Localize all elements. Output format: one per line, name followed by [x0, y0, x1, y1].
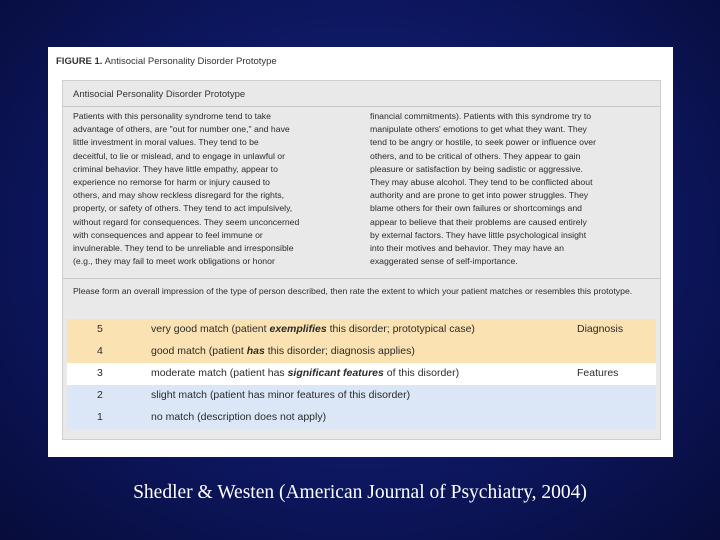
text-line: without regard for consequences. They seem unconcerned — [73, 216, 300, 227]
text-line: manipulate others' emotions to get what they want. They — [370, 124, 587, 135]
divider — [63, 106, 660, 107]
text-line: invulnerable. They tend to be unreliable and irresponsible — [73, 243, 294, 254]
text-line: others, and to be critical of others. They appear to gain — [370, 150, 581, 161]
text-line: They may abuse alcohol. They tend to be conflicted about — [370, 177, 593, 188]
prototype-panel — [62, 80, 661, 440]
text-line: pleasure or satisfaction by being sadistic or aggressive. — [370, 163, 583, 174]
rating-instructions: Please form an overall impression of the type of person described, then rate the extent to which your patient matches or resembles this prototype. — [73, 286, 633, 296]
text-line: tend to be angry or hostile, to seek power or influence over — [370, 137, 597, 148]
text-line: authority and are prone to get into power struggles. They — [370, 190, 589, 201]
rating-number: 2 — [97, 389, 103, 401]
rating-category: Diagnosis — [577, 323, 624, 335]
text-line: deceitful, to lie or mislead, and to engage in unlawful or — [73, 150, 286, 161]
rating-description: moderate match (patient has significant features of this disorder) — [151, 367, 460, 379]
text-line: criminal behavior. They have little empathy, appear to — [73, 163, 278, 174]
text-line: blame others for their own failures or shortcomings and — [370, 203, 582, 214]
divider — [63, 278, 660, 279]
text-line: property, or safety of others. They tend to act impulsively, — [73, 203, 293, 214]
rating-category: Features — [577, 367, 619, 379]
text-line: little investment in moral values. They tend to be — [73, 137, 259, 148]
rating-number: 4 — [97, 345, 103, 357]
figure-title-text: Antisocial Personality Disorder Prototype — [102, 56, 277, 67]
rating-description: no match (description does not apply) — [151, 411, 327, 423]
panel-heading: Antisocial Personality Disorder Prototype — [73, 89, 246, 100]
text-line: exaggerated sense of self-importance. — [370, 256, 518, 267]
figure-title — [56, 56, 277, 67]
text-line: Patients with this personality syndrome tend to take — [73, 111, 271, 121]
rating-description: slight match (patient has minor features of this disorder) — [151, 389, 411, 401]
text-line: by external factors. They have little psychological insight — [370, 229, 587, 240]
rating-row-3 — [67, 363, 656, 385]
description-right-column — [370, 110, 646, 268]
citation-caption: Shedler & Westen (American Journal of Psychiatry, 2004) — [133, 482, 587, 503]
text-line: experience no remorse for harm or injury caused to — [73, 177, 271, 188]
text-line: with consequences and appear to feel immune or — [73, 229, 263, 240]
rating-number: 5 — [97, 323, 103, 335]
text-line: financial commitments). Patients with this syndrome try to — [370, 111, 592, 121]
description-left-column — [73, 110, 349, 268]
rating-row-1 — [67, 407, 656, 429]
rating-row-2 — [67, 385, 656, 407]
text-line: advantage of others, are "out for number one," and have — [73, 124, 290, 135]
rating-row-5 — [67, 319, 656, 341]
rating-number: 1 — [97, 411, 103, 423]
figure-label: FIGURE 1. — [56, 56, 103, 67]
rating-description: very good match (patient exemplifies this disorder; prototypical case) — [151, 323, 475, 335]
rating-description: good match (patient has this disorder; diagnosis applies) — [151, 345, 415, 357]
text-line: into their motives and behavior. They may have an — [370, 243, 564, 254]
figure-card — [48, 47, 673, 457]
rating-number: 3 — [97, 367, 103, 379]
rating-scale — [67, 319, 656, 429]
text-line: others, and may show reckless disregard for the rights, — [73, 190, 285, 201]
text-line: (e.g., they may fail to meet work obligations or honor — [73, 256, 275, 267]
text-line: appear to believe that their problems are caused entirely — [370, 216, 587, 227]
rating-row-4 — [67, 341, 656, 363]
